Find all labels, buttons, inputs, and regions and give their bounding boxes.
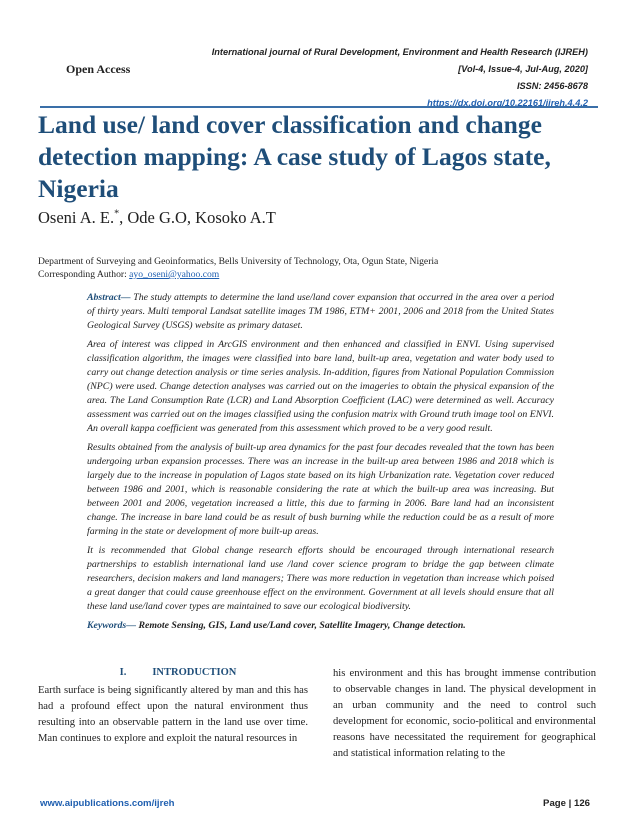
page-number: Page | 126 <box>543 798 590 809</box>
journal-name: International journal of Rural Development, Environment and Health Research (IJREH) <box>211 47 588 57</box>
footer-url-link[interactable]: www.aipublications.com/ijreh <box>40 798 175 809</box>
journal-issn: ISSN: 2456-8678 <box>517 81 588 91</box>
body-column-left: Earth surface is being significantly altered by man and this has had a profound effect upon the natural environment thus resulting into an observable pattern in the land use over time. Man continues to explore and exploit the natural resources in <box>38 685 308 744</box>
affiliation-block <box>38 255 598 281</box>
corresponding-email-link[interactable]: ayo_oseni@yahoo.com <box>129 269 220 280</box>
doi-link[interactable]: https://dx.doi.org/10.22161/ijreh.4.4.2 <box>427 98 588 108</box>
section-heading <box>38 667 318 678</box>
corresponding-mark: * <box>114 208 120 220</box>
journal-volume: [Vol-4, Issue-4, Jul-Aug, 2020] <box>458 64 588 74</box>
journal-header <box>212 44 588 112</box>
author-first: Oseni A. E. <box>38 208 115 227</box>
corresponding-label: Corresponding Author: <box>38 269 130 280</box>
body-column-right: his environment and this has brought immense contribution to observable changes in land. The physical development in an urban community and the need to control such development for economic, socio-political and environmental reasons have necessitated the requirement for geographical and statistical information relating to the <box>333 668 596 759</box>
open-access-label: Open Access <box>66 62 131 76</box>
keywords-text: Remote Sensing, GIS, Land use/Land cover, Satellite Imagery, Change detection. <box>136 620 466 631</box>
author-rest: , Ode G.O, Kosoko A.T <box>119 208 276 227</box>
abstract-paragraph-1 <box>87 291 554 333</box>
abstract-paragraph-3: Results obtained from the analysis of built-up area dynamics for the past four decades revealed that the town has been undergoing urban expansion processes. There was an increase in the built-up area between 1986 and 2018 which is largely due to the increase in population of Lagos state based on its high Urbanization rate. Vegetation cover reduced between 1986 and 2001, which is reasonable considering the rate at which the built-up area was increasing. But between 2001 and 2006, vegetation increased a little, this due to farming in 2006. Bare land had an inconsistent change. The increase in bare land could be as result of bush burning while the reduction could be as a result of more farming in the state or development of more built-up areas. <box>87 442 554 537</box>
section-title: INTRODUCTION <box>152 667 237 678</box>
author-list <box>38 208 276 228</box>
corresponding-author <box>38 268 598 281</box>
abstract-paragraph-2: Area of interest was clipped in ArcGIS environment and then enhanced and classified in ENVI. Using supervised classification algorithm, the images were classified into bare land, built-up area, vegetation and water body used to carry out change detection analysis or time series analysis. In-addition, figures from National Population Commission (NPC) were used. Change detection analyses was carried out on the imageries to obtain the physical expansion of the area. The Land Consumption Rate (LCR) and Land Absorption Coefficient (LAC) were determined as well. Accuracy assessment was carried out on the images classified using the confusion matrix with Ground truth image tool on ENVI. An overall kappa coefficient was generated from this assessment which proved to be a very good result. <box>87 339 554 434</box>
keywords <box>87 619 554 633</box>
section-number: I. <box>119 667 127 678</box>
header-rule <box>40 106 598 108</box>
keywords-label: Keywords— <box>87 620 136 631</box>
affiliation: Department of Surveying and Geoinformatics, Bells University of Technology, Ota, Ogun State, Nigeria <box>38 256 439 267</box>
abstract-text-1: The study attempts to determine the land use/land cover expansion that occurred in the area over a period of thirty years. Multi temporal Landsat satellite images TM 1986, ETM+ 2001, 2006 and 2018 from the United States Geological Survey (USGS) website as primary dataset. <box>87 292 554 331</box>
abstract <box>87 291 554 638</box>
abstract-label: Abstract— <box>87 292 131 303</box>
paper-title: Land use/ land cover classification and change detection mapping: A case study of Lagos state, Nigeria <box>38 110 551 203</box>
abstract-paragraph-4: It is recommended that Global change research efforts should be encouraged through international research partnerships to establish international land use /land cover science program to bridge the gap between climate researchers, decision makers and land managers; There was more reduction in vegetation than increase which poised a great danger that could cause greenhouse effect on the environment. Government at all levels should ensure that all these land use/land cover types are maintained to save our ecological biodiversity. <box>87 545 554 612</box>
